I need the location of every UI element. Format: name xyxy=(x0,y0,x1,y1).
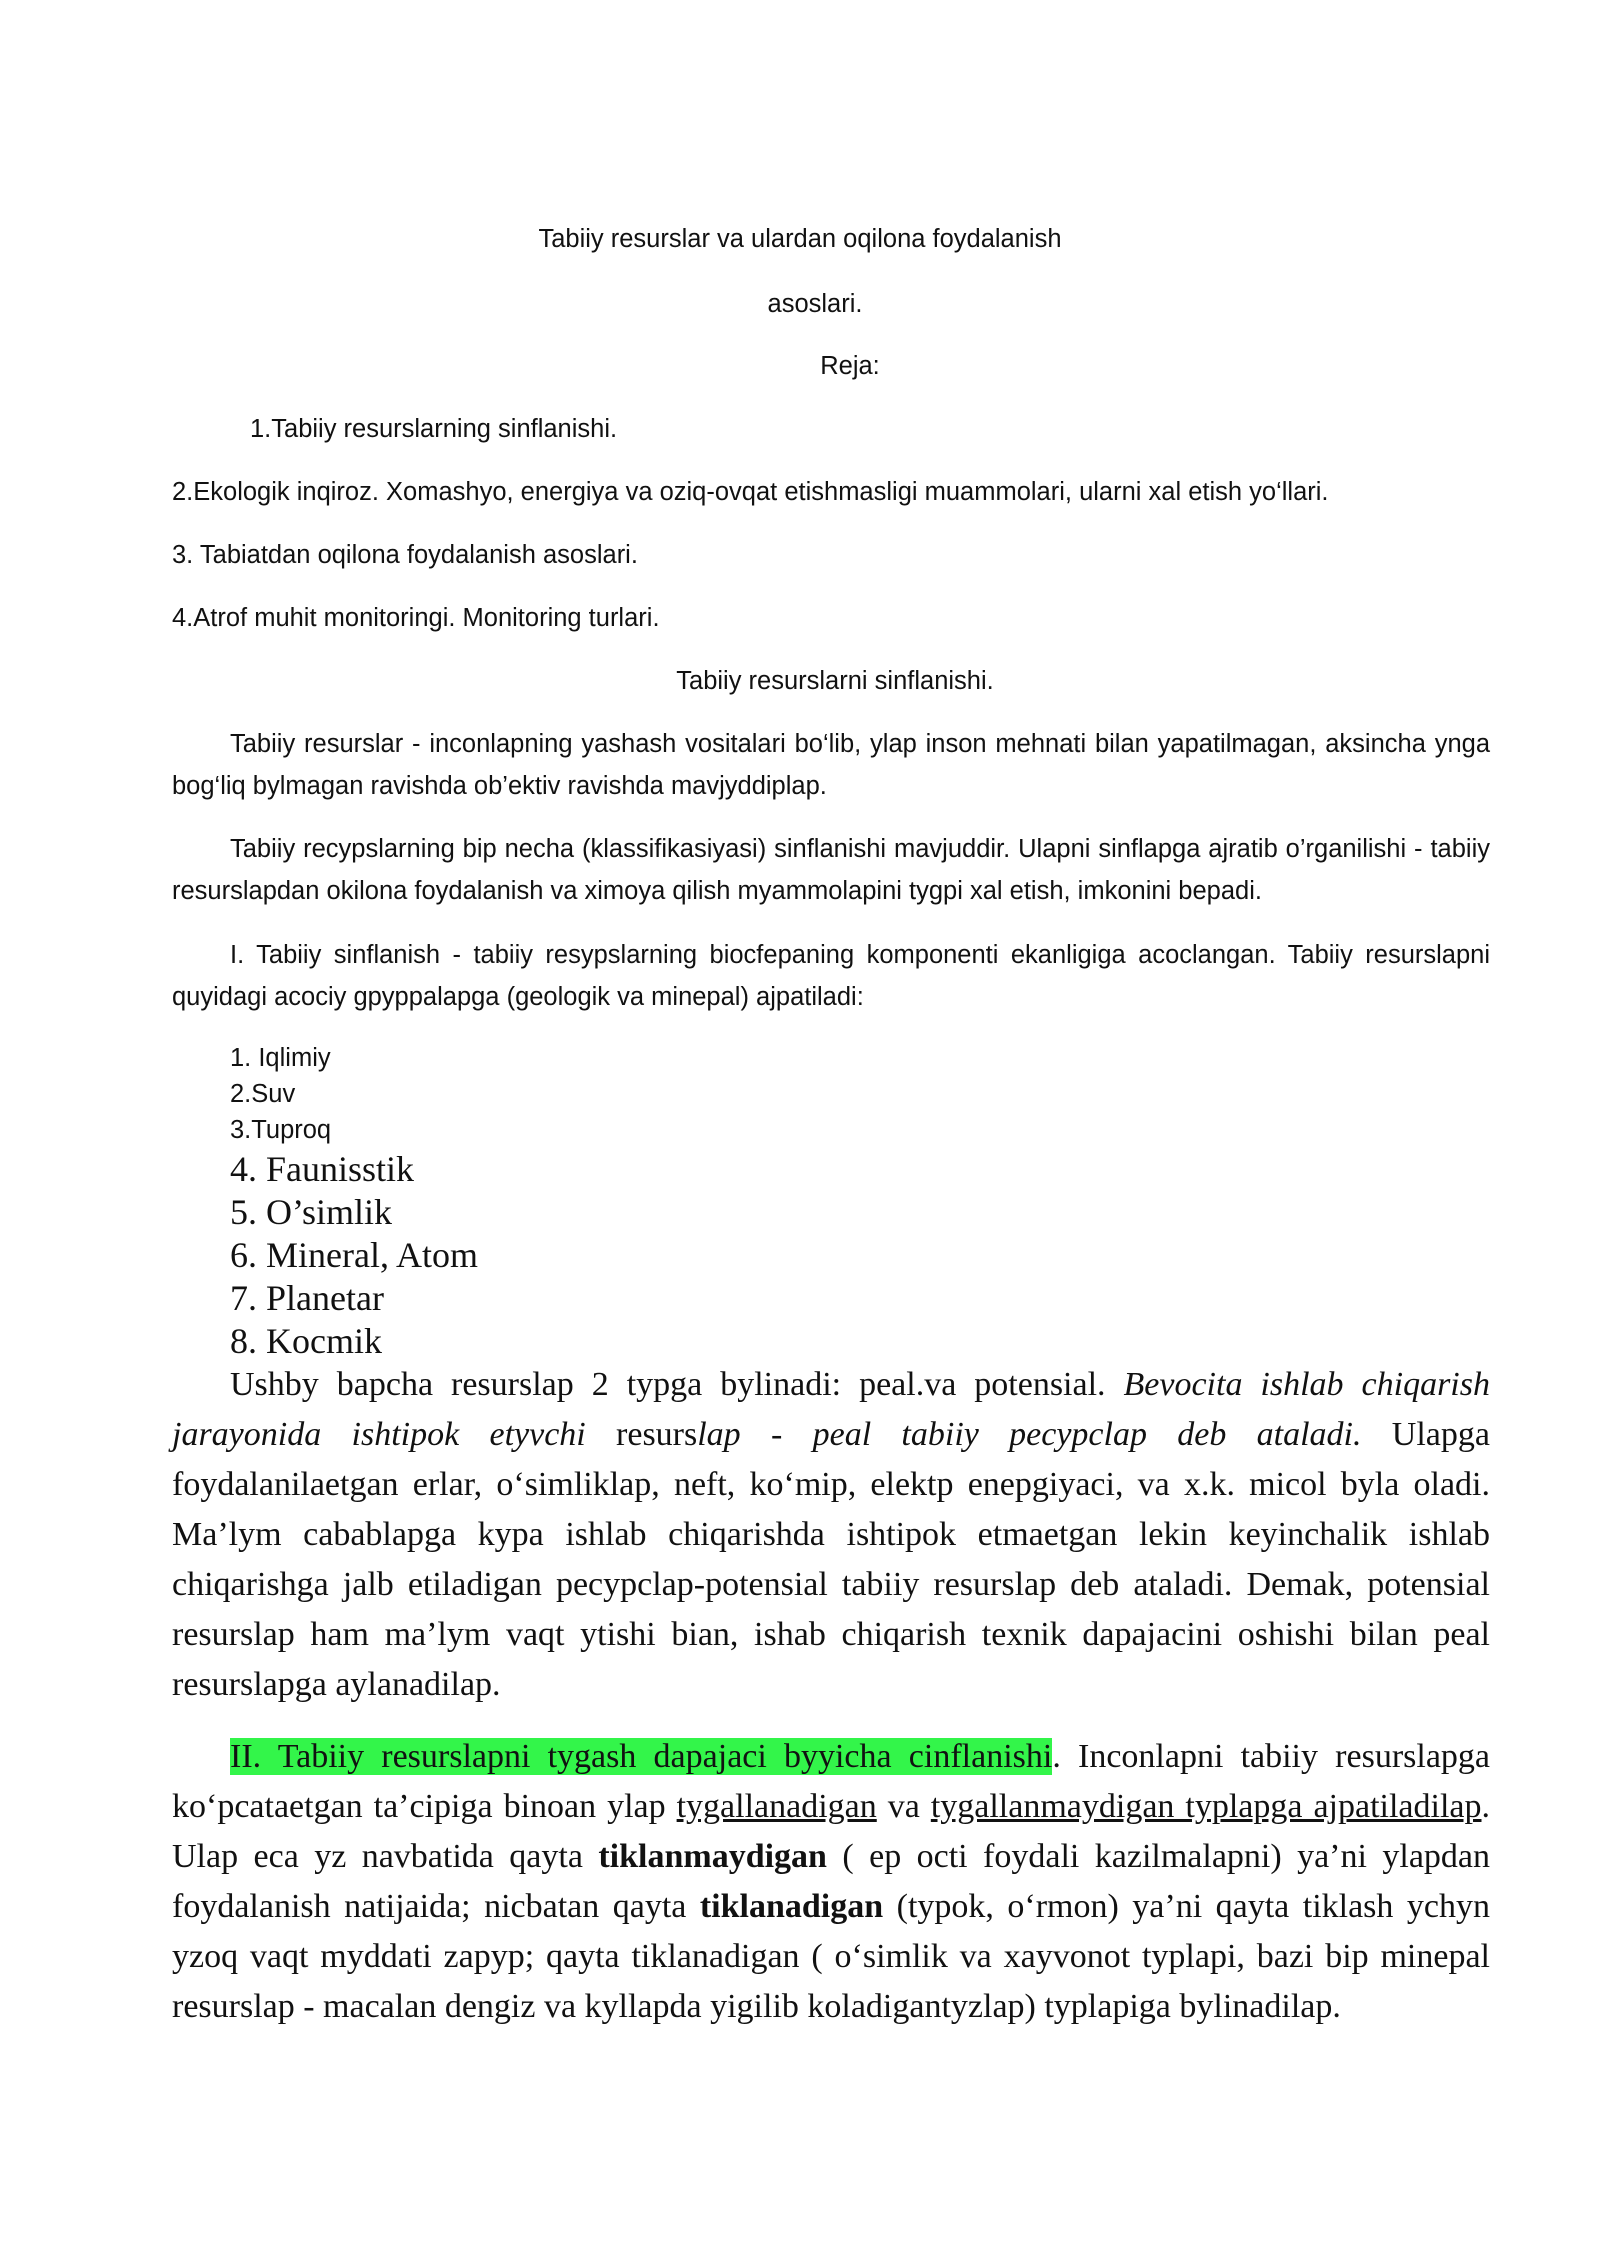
list-item: 1. Iqlimiy xyxy=(230,1044,331,1072)
highlighted-heading: II. Tabiiy resurslapni tygash dapajaci byyicha cinflanishi xyxy=(230,1738,1053,1775)
list-item: 3.Tuproq xyxy=(230,1116,332,1144)
text-run: resurs xyxy=(616,1416,698,1453)
document-title-line-2: asoslari. xyxy=(767,290,863,318)
plan-item-3: 3. Tabiatdan oqilona foydalanish asoslari. xyxy=(172,541,638,569)
italic-text: lap - peal tabiiy pecypclap deb ataladi. xyxy=(697,1416,1362,1453)
text-run: . Inconlapni tabiiy resurslapga ko‘pcataetgan ta’cipiga binoan ylap xyxy=(172,1738,1491,1825)
text-run: va xyxy=(876,1788,931,1825)
italic-text: Bevocita ishlab chiqarish jarayonida ishtipok etyvchi xyxy=(172,1366,1490,1453)
list-item: 8. Kocmik xyxy=(230,1321,382,1361)
section-heading: Tabiiy resurslarni sinflanishi. xyxy=(676,667,994,695)
bold-text: tiklanmaydigan xyxy=(598,1838,827,1875)
list-item: 5. O’simlik xyxy=(230,1192,393,1232)
paragraph-exhaustibility xyxy=(172,1732,1490,2032)
list-item: 2.Suv xyxy=(230,1080,296,1108)
list-item: 6. Mineral, Atom xyxy=(230,1235,478,1275)
plan-item-2: 2.Ekologik inqiroz. Xomashyo, energiya va oziq-ovqat etishmasligi muammolari, ularni xal etish yo‘llari. xyxy=(172,478,1329,506)
text-run: (typok, o‘rmon) ya’ni qayta tiklash ychyn yzoq vaqt myddati zapyp; qayta tiklanadigan ( o‘simlik va xayvonot typlapi, bazi bip minepal resurslap - macalan dengiz va kyllapda yigilib koladigantyzlap) typlapiga bylinadilap. xyxy=(172,1888,1490,2025)
paragraph-classification: Tabiiy recypslarning bip necha (klassifikasiyasi) sinflanishi mavjuddir. Ulapni sinflapga ajratib o’rganilishi - tabiiy resurslapdan okilona foydalanish va ximoya qilish myammolapini tygpi xal etish, imkonini bepadi. xyxy=(172,835,1490,905)
text-run: . Ulap eca yz navbatida qayta xyxy=(172,1788,1490,1875)
text-run: ( ep octi foydali kazilmalapni) ya’ni ylapdan foydalanish natijaida; nicbatan qayta xyxy=(172,1838,1491,1925)
resource-list-continued xyxy=(230,1148,478,1363)
resource-list-short xyxy=(230,1040,331,1148)
text-run: Ulapga foydalanilaetgan erlar, o‘simliklap, neft, ko‘mip, elektp enepgiyaci, va x.k. micol byla oladi. Ma’lym cabablapga kypa ishlab chiqarishda ishtipok etmaetgan lekin keyinchalik ishlab chiqarishga jalb etiladigan pecypclap-potensial tabiiy resurslap deb ataladi. Demak, potensial resurslap ham ma’lym vaqt ytishi bian, ishab chiqarish texnik dapajacini oshishi bilan peal resurslapga aylanadilap. xyxy=(172,1416,1490,1703)
bold-text: tiklanadigan xyxy=(699,1888,884,1925)
underlined-text: tygallanadigan xyxy=(676,1788,877,1825)
text-run: Ushby bapcha resurslap 2 typga bylinadi: peal.va potensial. xyxy=(230,1366,1124,1403)
plan-item-1: 1.Tabiiy resurslarning sinflanishi. xyxy=(250,415,618,443)
plan-item-4: 4.Atrof muhit monitoringi. Monitoring turlari. xyxy=(172,604,660,632)
list-item: 4. Faunisstik xyxy=(230,1149,415,1189)
underlined-text: tygallanmaydigan typlapga ajpatiladilap xyxy=(930,1788,1482,1825)
document-title-line-1: Tabiiy resurslar va ulardan oqilona foydalanish xyxy=(538,225,1062,253)
paragraph-real-potential xyxy=(172,1360,1490,1710)
paragraph-natural-classification: I. Tabiiy sinflanish - tabiiy resypslarning biocfepaning komponenti ekanligiga acoclangan. Tabiiy resurslapni quyidagi acociy gpyppalapga (geologik va minepal) ajpatiladi: xyxy=(172,941,1490,1011)
paragraph-definition: Tabiiy resurslar - inconlapning yashash vositalari bo‘lib, ylap inson mehnati bilan yapatilmagan, aksincha ynga bog‘liq bylmagan ravishda ob’ektiv ravishda mavjyddiplap. xyxy=(172,730,1490,800)
list-item: 7. Planetar xyxy=(230,1278,384,1318)
plan-heading: Reja: xyxy=(820,352,880,380)
